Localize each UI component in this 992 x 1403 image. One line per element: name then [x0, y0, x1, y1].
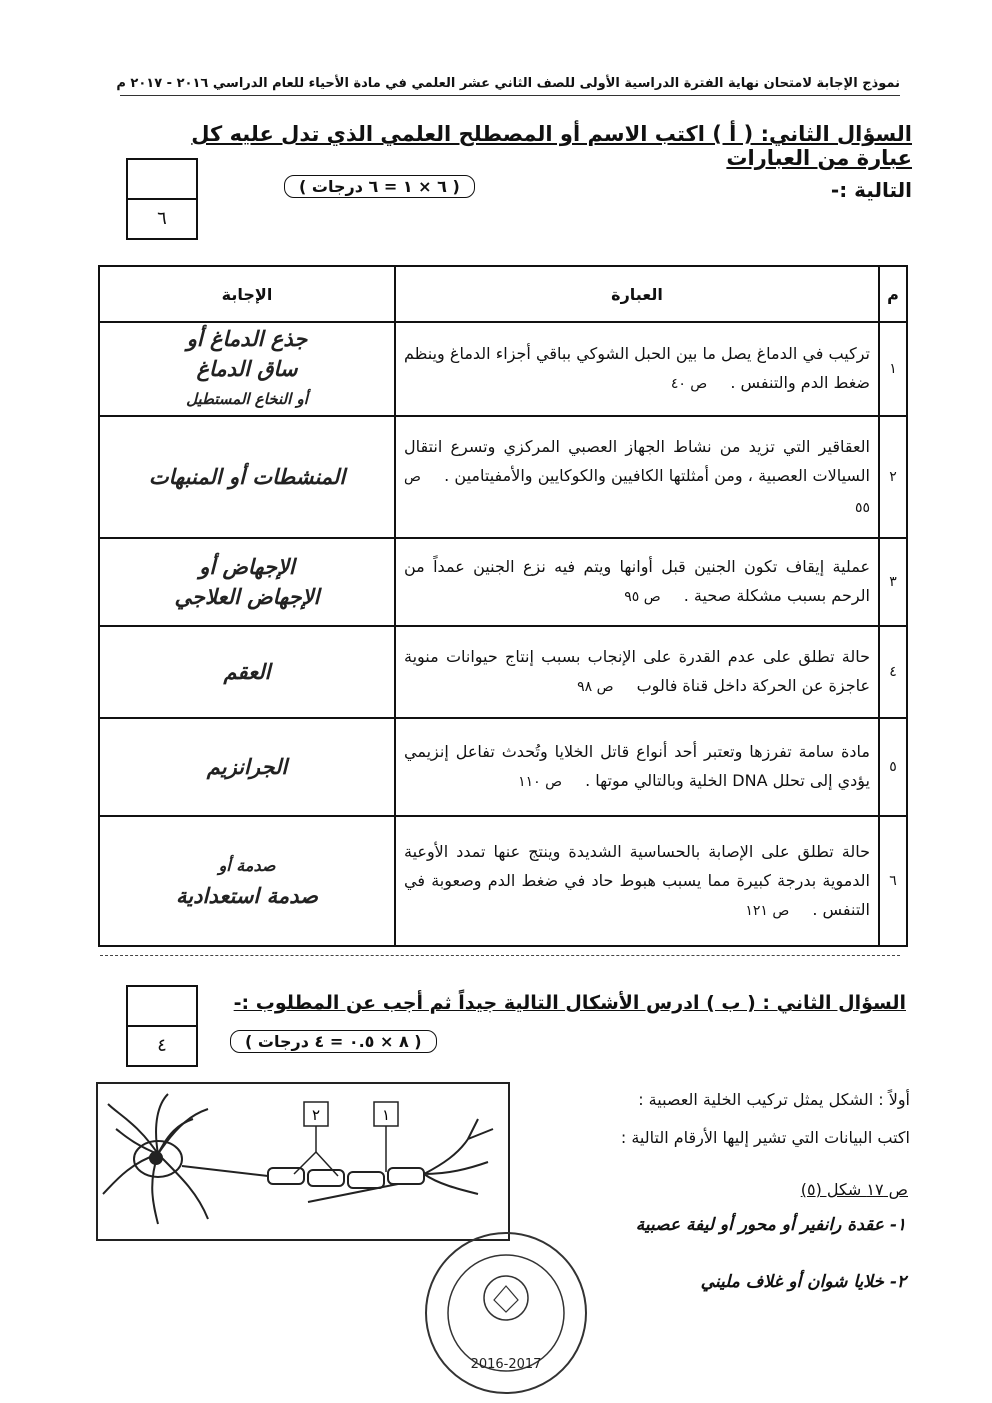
- answer-line-2: ٢- خلايا شوان أو غلاف مليني: [700, 1272, 906, 1292]
- score-box-a: [126, 158, 198, 240]
- marks-label-a: ( ٦ × ١ = ٦ درجات ): [284, 175, 475, 198]
- row-num: ٦: [879, 816, 907, 946]
- page-ref: ص ٤٠: [670, 376, 708, 392]
- table-row: [99, 816, 907, 946]
- neuron-diagram: [98, 1084, 504, 1235]
- row-num: ٢: [879, 416, 907, 538]
- part1-text: أولاً : الشكل يمثل تركيب الخلية العصبية :: [638, 1090, 910, 1109]
- page-ref: ص ٩٥: [624, 589, 661, 605]
- header-answer: الإجابة: [99, 266, 395, 322]
- table-header-row: [99, 266, 907, 322]
- score-value: ٤: [157, 1035, 167, 1056]
- page-ref: ص ٥٥: [404, 468, 870, 516]
- official-stamp: [406, 1228, 606, 1398]
- instruction-text: اكتب البيانات التي تشير إليها الأرقام التالية :: [620, 1128, 910, 1147]
- answers-table: [98, 265, 908, 947]
- question-a-title: السؤال الثاني: ( أ ) اكتب الاسم أو المصطلح العلمي الذي تدل عليه كل عبارة من العبارات: [191, 122, 912, 170]
- row-statement: مادة سامة تفرزها وتعتبر أحد أنواع قاتل الخلايا وتُحدث تفاعل إنزيمي يؤدي إلى تحلل DNA الخلية وبالتالي موتها . ص ١١٠: [395, 718, 879, 816]
- table-row: [99, 718, 907, 816]
- row-num: ٣: [879, 538, 907, 626]
- table-row: [99, 538, 907, 626]
- row-statement: تركيب في الدماغ يصل ما بين الحبل الشوكي بباقي أجزاء الدماغ وينظم ضغط الدم والتنفس . ص ٤٠: [395, 322, 879, 416]
- page-ref: ص ٩٨: [577, 679, 614, 695]
- row-num: ١: [879, 322, 907, 416]
- neuron-figure: [96, 1082, 510, 1241]
- row-statement: حالة تطلق على الإصابة بالحساسية الشديدة وينتج عنها تمدد الأوعية الدموية بدرجة كبيرة مما يسبب هبوط حاد في ضغط الدم وصعوبة في التنفس . ص ١٢١: [395, 816, 879, 946]
- row-statement: العقاقير التي تزيد من نشاط الجهاز العصبي المركزي وتسرع انتقال السيالات العصبية ، ومن أمثلتها الكافيين والكوكايين والأمفيتامين . ص ٥٥: [395, 416, 879, 538]
- label-1: ١: [381, 1106, 391, 1124]
- row-answer: المنشطات أو المنبهات: [99, 416, 395, 538]
- question-a-title-cont: التالية :-: [830, 178, 912, 202]
- question-b-title: السؤال الثاني : ( ب ) ادرس الأشكال التالية جيداً ثم أجب عن المطلوب :-: [233, 992, 906, 1014]
- page-ref: ص ١١٠: [518, 774, 563, 790]
- row-answer: الإجهاض أو الإجهاض العلاجي: [99, 538, 395, 626]
- page-ref-figure: ص ١٧ شكل (٥): [800, 1180, 908, 1199]
- row-answer: الجرانزيم: [99, 718, 395, 816]
- table-row: [99, 322, 907, 416]
- label-2: ٢: [311, 1106, 321, 1124]
- answer-line-1: ١- عقدة رانفير أو محور أو ليفة عصبية: [635, 1215, 906, 1235]
- row-num: ٤: [879, 626, 907, 718]
- row-statement: حالة تطلق على عدم القدرة على الإنجاب بسبب إنتاج حيوانات منوية عاجزة عن الحركة داخل قناة فالوب ص ٩٨: [395, 626, 879, 718]
- header-num: م: [879, 266, 907, 322]
- table-row: [99, 626, 907, 718]
- marks-label-b: ( ٨ × ٠.٥ = ٤ درجات ): [230, 1030, 437, 1053]
- stamp-year: 2016-2017: [470, 1357, 542, 1372]
- section-divider: [100, 955, 900, 956]
- row-num: ٥: [879, 718, 907, 816]
- table-row: [99, 416, 907, 538]
- row-answer: صدمة أو صدمة استعدادية: [99, 816, 395, 946]
- score-box-b: [126, 985, 198, 1067]
- page-ref: ص ١٢١: [745, 902, 790, 919]
- row-answer: جذع الدماغ أو ساق الدماغ أو النخاع المستطيل: [99, 322, 395, 416]
- row-answer: العقم: [99, 626, 395, 718]
- score-value: ٦: [157, 208, 167, 229]
- header-statement: العبارة: [395, 266, 879, 322]
- row-statement: عملية إيقاف تكون الجنين قبل أوانها ويتم فيه نزع الجنين عمداً من الرحم بسبب مشكلة صحية . ص ٩٥: [395, 538, 879, 626]
- page-header: نموذج الإجابة لامتحان نهاية الفترة الدراسية الأولى للصف الثاني عشر العلمي في مادة الأحياء للعام الدراسي ٢٠١٦ - ٢٠١٧ م: [120, 76, 900, 96]
